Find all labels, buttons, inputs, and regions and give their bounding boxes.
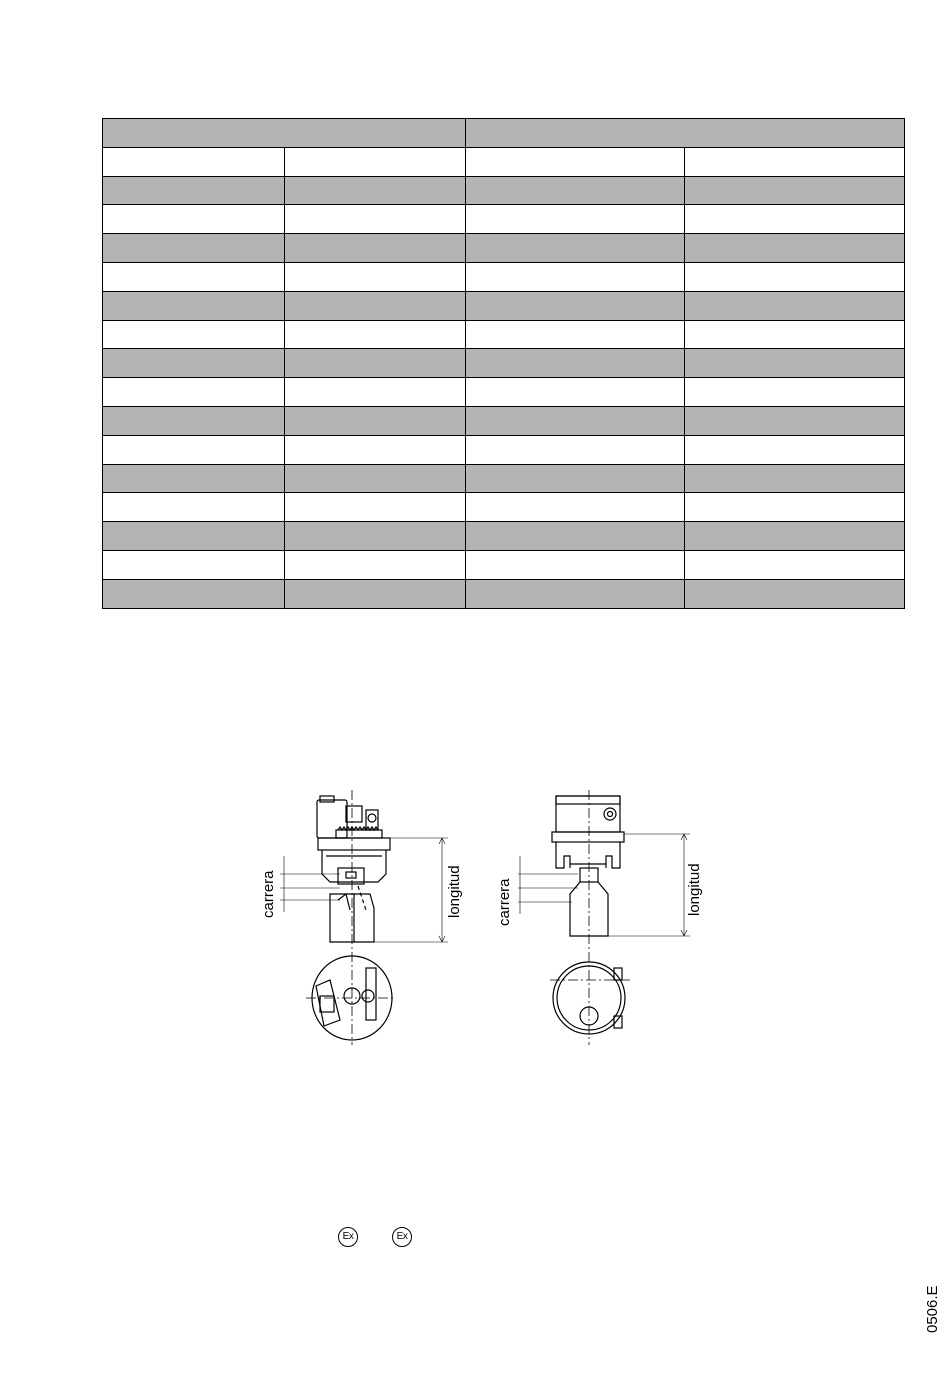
table-row: [103, 522, 905, 551]
right-stroke-label: carrera: [496, 878, 513, 926]
table-cell: [103, 406, 285, 435]
table-cell: [685, 349, 905, 378]
left-device-drawing: [250, 790, 480, 1050]
table-row: [103, 579, 905, 608]
table-cell: [285, 205, 466, 234]
spec-table: [102, 118, 905, 609]
table-cell: [285, 406, 466, 435]
table-cell: [285, 147, 466, 176]
table-cell: [685, 435, 905, 464]
table-cell: [466, 262, 685, 291]
table-cell: [466, 522, 685, 551]
table-cell: [103, 550, 285, 579]
table-cell: [103, 522, 285, 551]
table-cell: [466, 176, 685, 205]
table-cell: [285, 234, 466, 263]
table-cell: [466, 349, 685, 378]
table-cell: [466, 550, 685, 579]
table-row: [103, 176, 905, 205]
table-header-cell: [466, 119, 905, 148]
table-cell: [103, 464, 285, 493]
table-cell: [285, 320, 466, 349]
ex-mark-icon: Ex: [338, 1227, 358, 1247]
right-device-svg: [490, 790, 720, 1050]
table-cell: [103, 378, 285, 407]
table-cell: [103, 493, 285, 522]
table-header-cell: [103, 119, 466, 148]
table-cell: [103, 176, 285, 205]
left-length-label: longitud: [446, 865, 463, 918]
table-cell: [103, 435, 285, 464]
document-code: 0506.E: [924, 1285, 941, 1333]
table-cell: [466, 493, 685, 522]
table-cell: [285, 493, 466, 522]
table-cell: [285, 522, 466, 551]
table-row: [103, 406, 905, 435]
table-cell: [466, 147, 685, 176]
table-cell: [685, 320, 905, 349]
table-row: [103, 464, 905, 493]
table-cell: [285, 262, 466, 291]
table-cell: [466, 291, 685, 320]
table-row: [103, 435, 905, 464]
table-cell: [285, 349, 466, 378]
table-cell: [685, 378, 905, 407]
left-device-svg: [250, 790, 480, 1050]
table-row: [103, 550, 905, 579]
left-stroke-label: carrera: [260, 870, 277, 918]
table-cell: [285, 378, 466, 407]
table-cell: [685, 464, 905, 493]
table-row: [103, 147, 905, 176]
table-cell: [685, 234, 905, 263]
table-cell: [285, 176, 466, 205]
table-cell: [285, 435, 466, 464]
right-device-drawing: [490, 790, 720, 1050]
right-length-label: longitud: [686, 863, 703, 916]
table-cell: [466, 378, 685, 407]
table-cell: [466, 435, 685, 464]
table-cell: [466, 406, 685, 435]
table-cell: [285, 579, 466, 608]
table-cell: [103, 320, 285, 349]
table-row: [103, 493, 905, 522]
table-row: [103, 262, 905, 291]
table-row: [103, 205, 905, 234]
table-cell: [685, 493, 905, 522]
table-cell: [685, 406, 905, 435]
table-cell: [466, 234, 685, 263]
table-cell: [285, 464, 466, 493]
table-cell: [466, 464, 685, 493]
table-row: [103, 234, 905, 263]
table-cell: [466, 579, 685, 608]
table-cell: [103, 262, 285, 291]
table-row: [103, 378, 905, 407]
table-cell: [685, 550, 905, 579]
table-row: [103, 291, 905, 320]
table-cell: [285, 550, 466, 579]
table-cell: [103, 291, 285, 320]
table-row: [103, 349, 905, 378]
table-row: [103, 320, 905, 349]
table-cell: [685, 147, 905, 176]
table-cell: [685, 176, 905, 205]
table-cell: [685, 522, 905, 551]
table-cell: [466, 205, 685, 234]
table-header-row: [103, 119, 905, 148]
table-cell: [103, 349, 285, 378]
table-cell: [685, 291, 905, 320]
table-cell: [103, 147, 285, 176]
ex-mark-icon: Ex: [392, 1227, 412, 1247]
table-cell: [466, 320, 685, 349]
table-cell: [103, 205, 285, 234]
table-cell: [103, 579, 285, 608]
table-cell: [685, 262, 905, 291]
table-cell: [685, 579, 905, 608]
table-cell: [103, 234, 285, 263]
table-cell: [285, 291, 466, 320]
table-cell: [685, 205, 905, 234]
